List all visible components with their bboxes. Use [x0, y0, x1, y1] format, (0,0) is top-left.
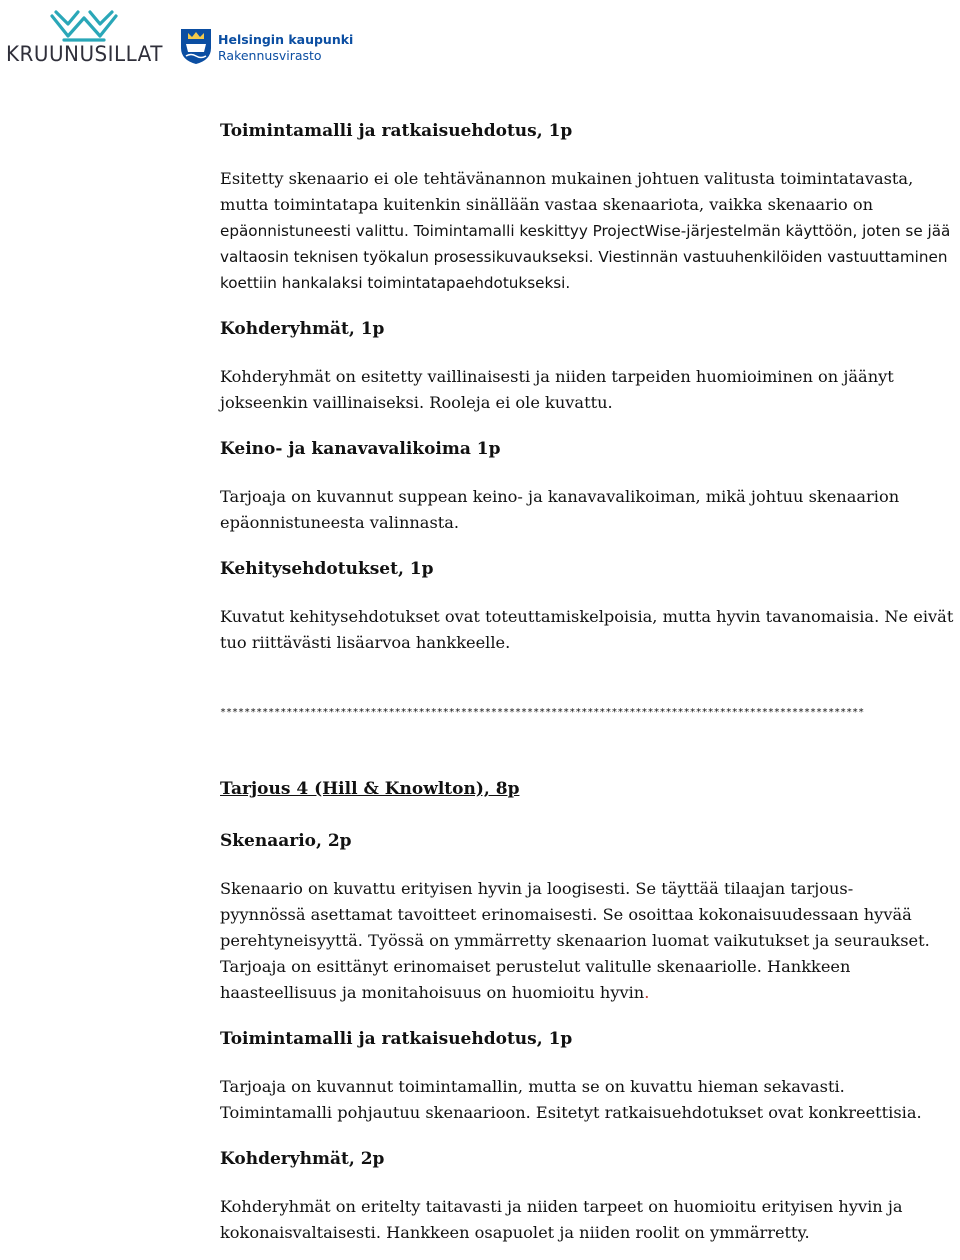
section-heading: Skenaario, 2p — [220, 831, 352, 851]
paragraph: Tarjoaja on kuvannut toimintamallin, mutta se on kuvattu hieman sekavasti. Toimintamalli pohjautuu skenaarioon. Esitetyt ratkaisuehdotukset ovat konkreettisia. — [220, 1077, 922, 1122]
kruunusillat-crown-icon — [6, 6, 156, 46]
section-heading: Toimintamalli ja ratkaisuehdotus, 1p — [220, 1029, 573, 1049]
paragraph: Kuvatut kehitysehdotukset ovat toteuttamiskelpoisia, mutta hyvin tavanomaisia. Ne eivät tuo riittävästi lisäarvoa hankkeelle. — [220, 607, 954, 652]
section-heading: Kehitysehdotukset, 1p — [220, 559, 434, 579]
helsinki-crest-icon — [178, 26, 214, 66]
page-header — [0, 0, 960, 80]
paragraph-text: Esitetty skenaario ei ole tehtävänannon mukainen johtuen valitusta toimintatavasta, mutta toimintatapa kuitenkin sinällään vastaa skenaariota, vaikka skenaario on — [220, 169, 914, 214]
paragraph — [220, 166, 955, 296]
paragraph: Kohderyhmät on eritelty taitavasti ja niiden tarpeet on huomioitu erityisen hyvin ja kokonaisvaltaisesti. Hankkeen osapuolet ja niiden roolit on ymmärretty. — [220, 1197, 903, 1242]
paragraph: Tarjoaja on kuvannut suppean keino- ja kanavavalikoiman, mikä johtuu skenaarion epäonnistuneesta valinnasta. — [220, 487, 900, 532]
section-heading: Kohderyhmät, 2p — [220, 1149, 385, 1169]
helsinki-logo-subtitle: Rakennusvirasto — [218, 48, 322, 63]
helsinki-logo-name: Helsingin kaupunki — [218, 32, 354, 47]
paragraph — [220, 876, 942, 1006]
paragraph: Kohderyhmät on esitetty vaillinaisesti ja niiden tarpeiden huomioiminen on jäänyt jokseenkin vaillinaiseksi. Rooleja ei ole kuvattu. — [220, 367, 894, 412]
kruunusillat-wordmark: KRUUNUSILLAT — [6, 42, 163, 66]
kruunusillat-logo — [6, 6, 163, 66]
paragraph-end-dot: . — [644, 983, 650, 1002]
document-body — [220, 118, 955, 1246]
paragraph-text: Skenaario on kuvattu erityisen hyvin ja loogisesti. Se täyttää tilaajan tarjous- pyynnössä asettamat tavoitteet erinomaisesti. Se osoittaa kokonaisuudessaan hyvää perehtyneisyyttä. Työssä on ymmärretty skenaarion luomat vaikutukset ja seuraukset. Tarjoaja on esittänyt erinomaiset perustelut valitulle skenaariolle. Hankkeen haasteellisuus ja monitahoisuus on huomioitu hyvin — [220, 879, 930, 1002]
separator-line: *********************************************************************************************************** — [220, 707, 865, 718]
helsinki-logo — [178, 26, 354, 66]
section-heading: Kohderyhmät, 1p — [220, 319, 385, 339]
paragraph-text: epäonnistuneesti valittu. Toimintamalli keskittyy ProjectWise-järjestelmän käyttöön, joten se jää valtaosin teknisen työkalun prosessikuvaukseksi. Viestinnän vastuuhenkilöiden vastuuttaminen koettiin hankalaksi toimintatapaehdotukseksi. — [220, 222, 951, 292]
section-heading: Keino- ja kanavavalikoima 1p — [220, 439, 501, 459]
section-heading: Toimintamalli ja ratkaisuehdotus, 1p — [220, 121, 573, 141]
offer-title: Tarjous 4 (Hill & Knowlton), 8p — [220, 779, 520, 799]
